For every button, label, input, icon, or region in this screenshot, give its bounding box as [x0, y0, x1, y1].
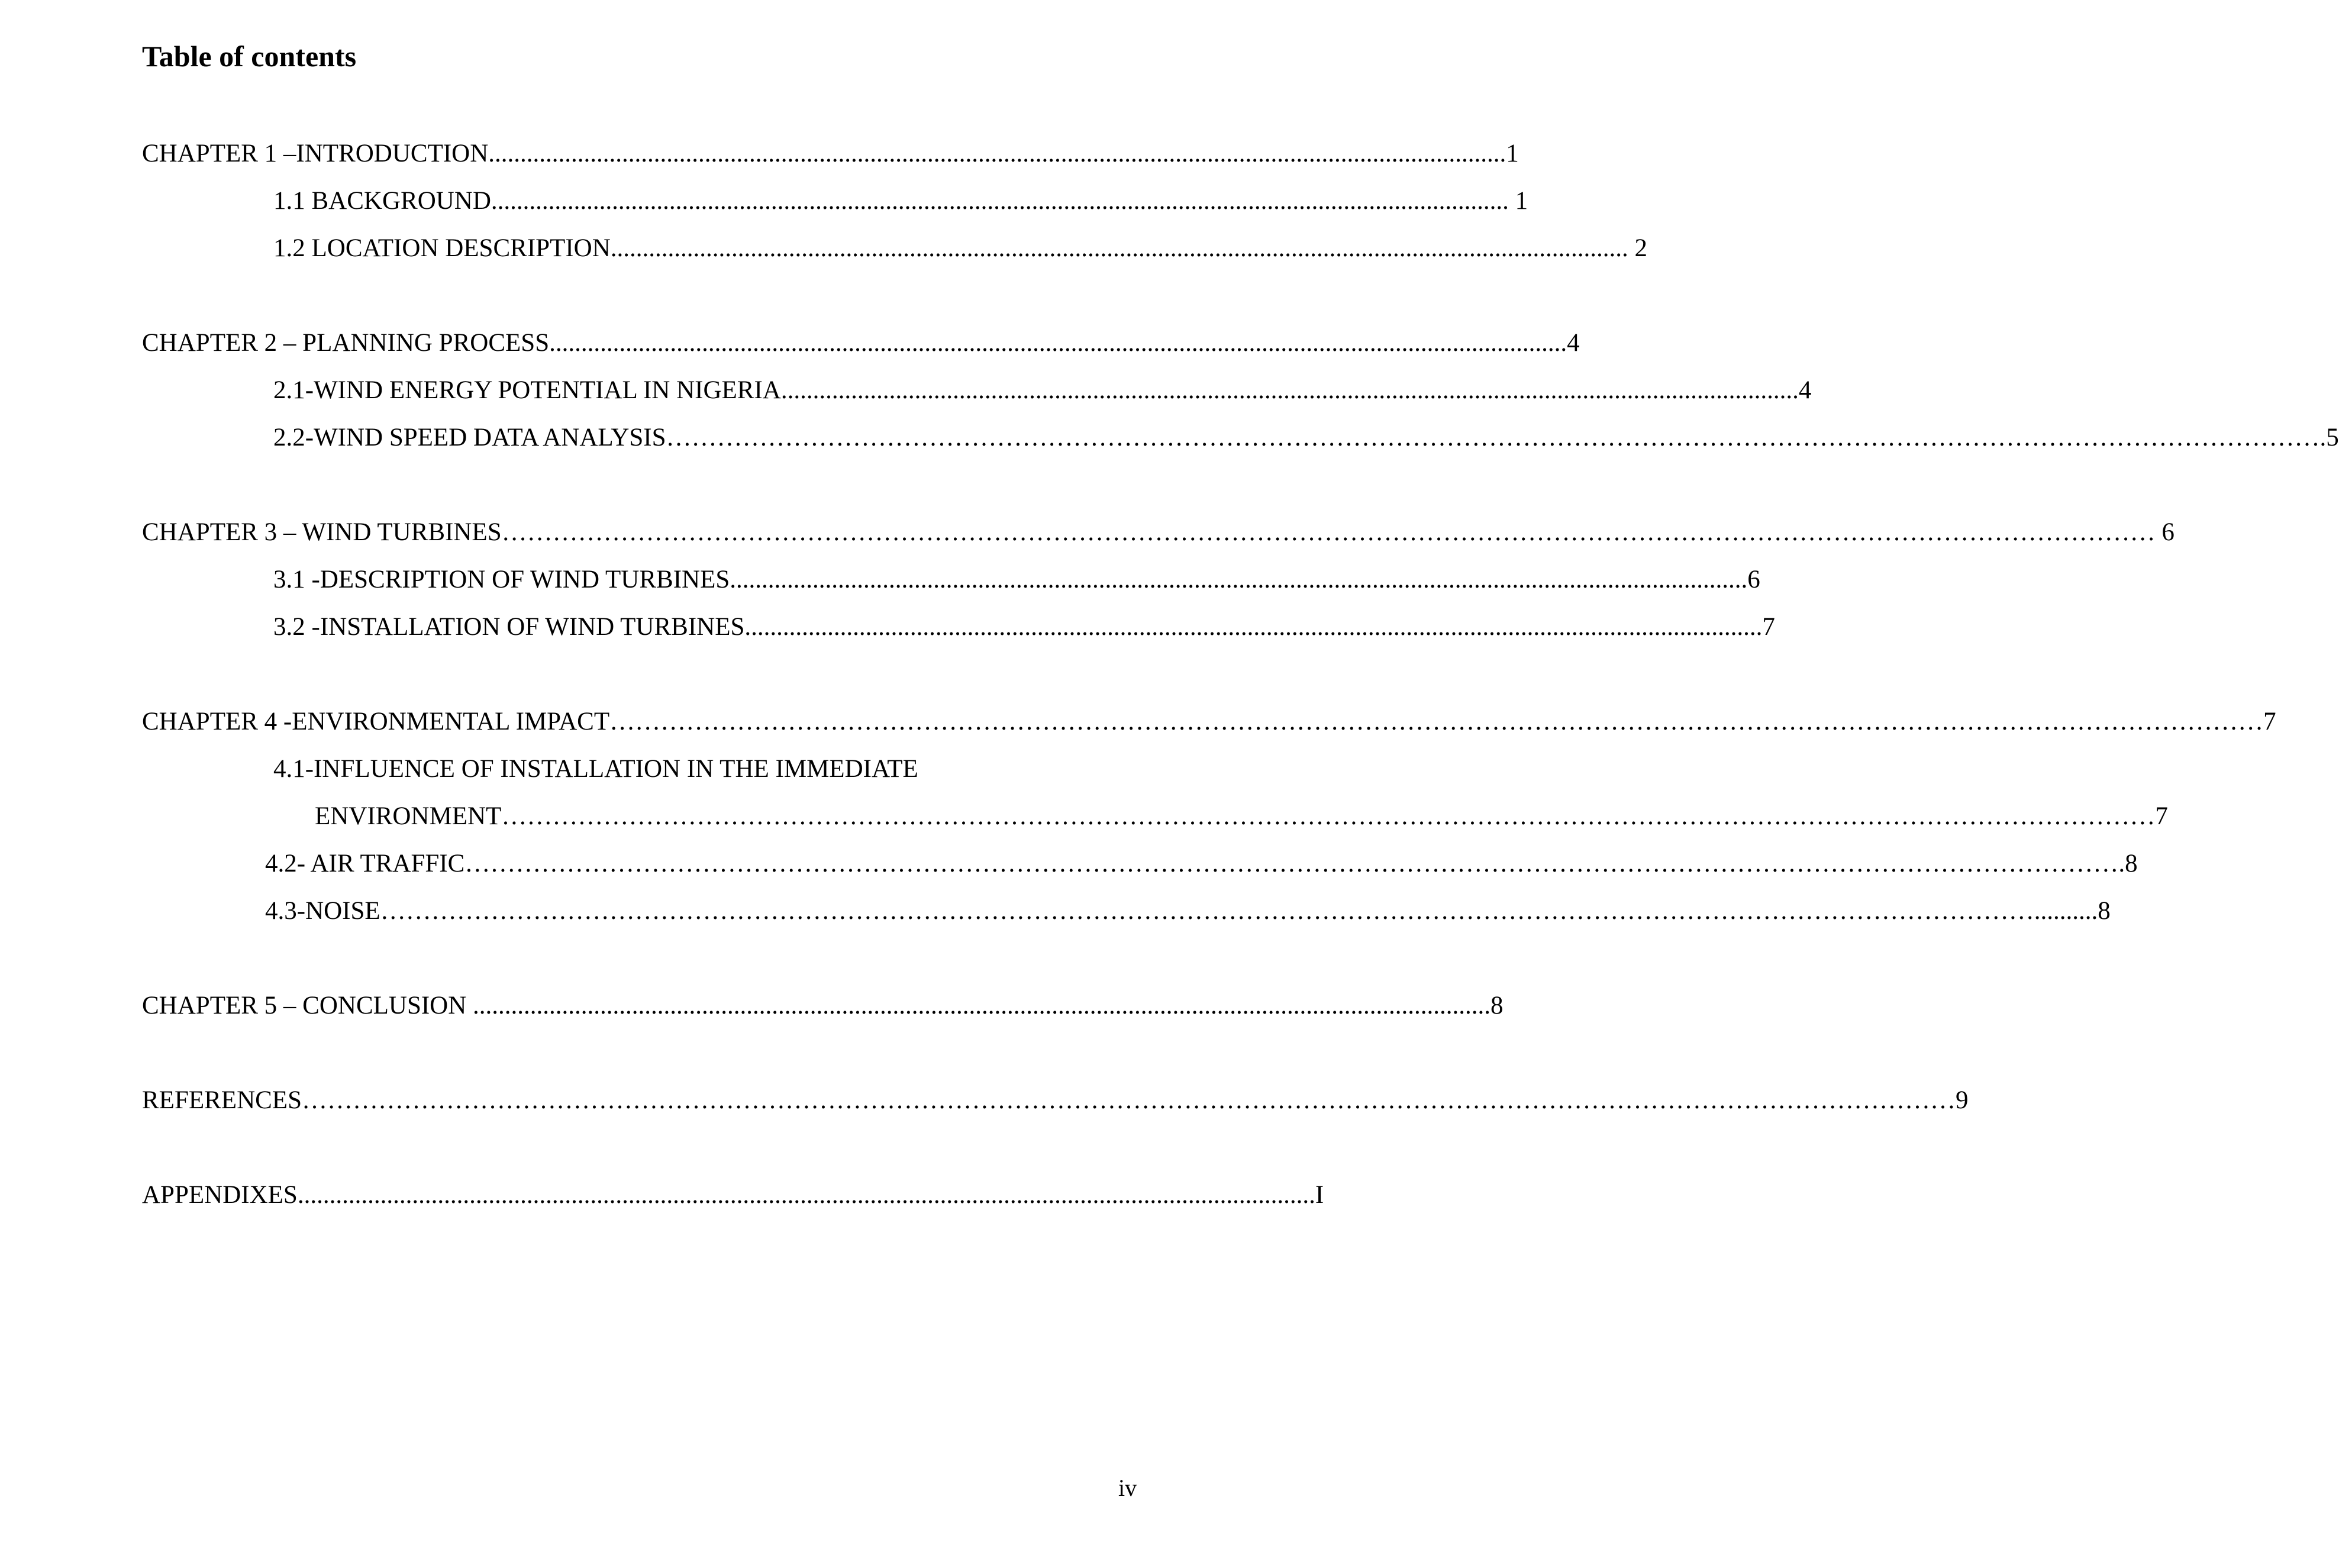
- toc-entry-label: 2.2-WIND SPEED DATA ANALYSIS: [273, 424, 666, 451]
- toc-dot-leader: ................................................................................................................................................................: [297, 1181, 1315, 1209]
- toc-page-number: I: [1315, 1181, 1324, 1209]
- toc-entry-4-3[interactable]: [265, 897, 2111, 925]
- toc-entry-label: CHAPTER 4 -ENVIRONMENTAL IMPACT: [142, 708, 610, 735]
- toc-entry-1-2[interactable]: [273, 234, 1647, 262]
- toc-entry-label: CHAPTER 2 – PLANNING PROCESS: [142, 329, 550, 357]
- toc-dot-leader: ……………………………………………………………………………………………………………………………………………………………………………: [666, 424, 2320, 451]
- toc-entry-chapter-3[interactable]: [142, 518, 2175, 546]
- toc-dot-leader: ................................................................................................................................................................: [610, 234, 1628, 262]
- toc-dot-leader: ................................................................................................................................................................: [780, 376, 1799, 404]
- toc-page-number: 1: [1506, 140, 1519, 167]
- toc-entry-chapter-5[interactable]: [142, 992, 1504, 1019]
- toc-page-number: 7: [2263, 708, 2276, 735]
- toc-entry-4-2[interactable]: [265, 850, 2138, 877]
- toc-page-number: 4: [1798, 376, 1812, 404]
- toc-entry-chapter-1[interactable]: [142, 140, 1519, 167]
- toc-page-number: .5: [2319, 424, 2339, 451]
- toc-page-number: 6: [1747, 566, 1760, 593]
- toc-entry-label: APPENDIXES: [142, 1181, 298, 1209]
- toc-dot-leader: ……………………………………………………………………………………………………………………………………………………………………………: [302, 1086, 1956, 1114]
- page-title: Table of contents: [142, 40, 357, 73]
- toc-entry-label: 3.1 -DESCRIPTION OF WIND TURBINES: [273, 566, 730, 593]
- toc-dot-leader: ................................................................................................................................................................: [744, 613, 1763, 641]
- toc-dot-leader: ................................................................................................................................................................: [473, 992, 1491, 1019]
- toc-entry-label: CHAPTER 3 – WIND TURBINES: [142, 518, 502, 546]
- toc-page-number: 7: [2155, 802, 2168, 830]
- toc-entry-1-1[interactable]: [273, 187, 1528, 215]
- toc-entry-references[interactable]: [142, 1086, 1969, 1114]
- toc-dot-leader: ……………………………………………………………………………………………………………………………………………………………………………: [380, 897, 2034, 925]
- toc-dot-leader: ................................................................................................................................................................: [549, 329, 1567, 357]
- toc-page-number: 9: [1956, 1086, 1969, 1114]
- toc-page-number: 2: [1628, 234, 1647, 262]
- toc-entry-label: CHAPTER 5 – CONCLUSION: [142, 992, 473, 1019]
- toc-page-number: 4: [1567, 329, 1580, 357]
- toc-entry-appendixes[interactable]: [142, 1181, 1324, 1209]
- toc-dot-leader: ……………………………………………………………………………………………………………………………………………………………………………: [501, 802, 2156, 830]
- toc-entry-2-1[interactable]: [273, 376, 1812, 404]
- toc-page-number: 6: [2155, 518, 2175, 546]
- toc-dot-leader: ……………………………………………………………………………………………………………………………………………………………………………: [609, 708, 2264, 735]
- toc-page-number: 8: [1490, 992, 1504, 1019]
- toc-entry-4-1-line-2[interactable]: [315, 802, 2168, 830]
- toc-entry-3-2[interactable]: [273, 613, 1775, 641]
- toc-entry-2-2[interactable]: [273, 424, 2339, 451]
- toc-entry-4-1-line-1[interactable]: 4.1-INFLUENCE OF INSTALLATION IN THE IMMEDIATE: [273, 755, 918, 783]
- toc-dot-leader: ................................................................................................................................................................: [491, 187, 1509, 215]
- toc-entry-label: 4.2- AIR TRAFFIC: [265, 850, 465, 877]
- toc-entry-label: 1.1 BACKGROUND: [273, 187, 491, 215]
- toc-entry-label: ENVIRONMENT: [315, 802, 502, 830]
- toc-entry-chapter-2[interactable]: [142, 329, 1580, 357]
- toc-entry-label: 2.1-WIND ENERGY POTENTIAL IN NIGERIA: [273, 376, 781, 404]
- toc-entry-label: 4.3-NOISE: [265, 897, 380, 925]
- toc-entry-label: CHAPTER 1 –INTRODUCTION: [142, 140, 489, 167]
- toc-dot-leader: ................................................................................................................................................................: [730, 566, 1748, 593]
- toc-dot-leader: ................................................................................................................................................................: [488, 140, 1506, 167]
- toc-entry-chapter-4[interactable]: [142, 708, 2276, 735]
- toc-dot-leader: ……………………………………………………………………………………………………………………………………………………………………………: [501, 518, 2156, 546]
- toc-page-number: 7: [1762, 613, 1775, 641]
- toc-entry-label: 3.2 -INSTALLATION OF WIND TURBINES: [273, 613, 745, 641]
- toc-entry-3-1[interactable]: [273, 566, 1760, 593]
- toc-dot-leader: ……………………………………………………………………………………………………………………………………………………………………………: [464, 850, 2119, 877]
- toc-entry-label: 1.2 LOCATION DESCRIPTION: [273, 234, 611, 262]
- toc-page-number: .8: [2118, 850, 2138, 877]
- toc-page-number: 1: [1508, 187, 1528, 215]
- toc-page-number: ..........8: [2034, 897, 2111, 925]
- toc-entry-label: REFERENCES: [142, 1086, 302, 1114]
- page-number: iv: [1118, 1475, 1137, 1501]
